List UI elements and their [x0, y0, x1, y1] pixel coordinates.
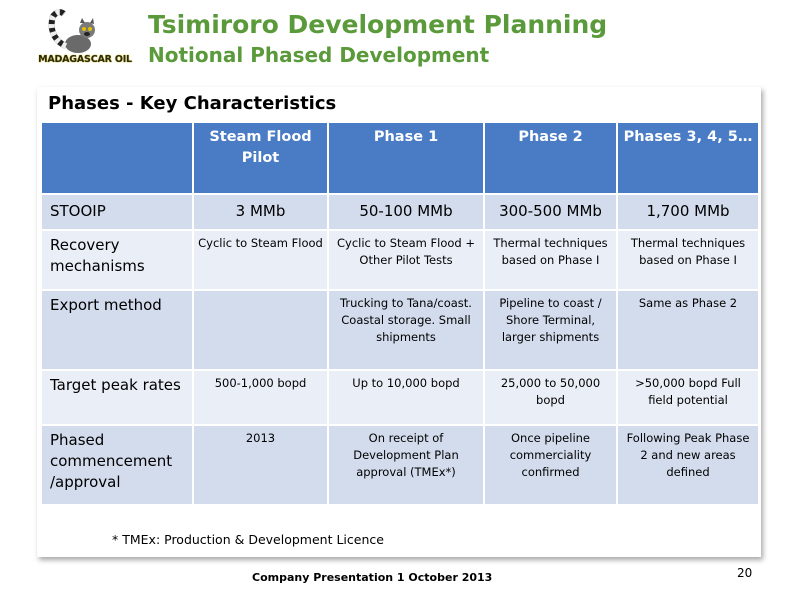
footer-text: Company Presentation 1 October 2013: [252, 571, 493, 584]
column-header: [41, 122, 193, 194]
table-cell: Trucking to Tana/coast. Coastal storage. Small shipments: [328, 290, 484, 370]
table-cell: 3 MMb: [193, 194, 328, 230]
row-label: Recovery mechanisms: [41, 230, 193, 290]
table-cell: Same as Phase 2: [617, 290, 759, 370]
table-cell: Thermal techniques based on Phase I: [617, 230, 759, 290]
page-subtitle: Notional Phased Development: [148, 43, 490, 67]
column-header: Phases 3, 4, 5…: [617, 122, 759, 194]
logo-text: MADAGASCAR OIL: [38, 54, 132, 65]
table-cell: Pipeline to coast / Shore Terminal, larger shipments: [484, 290, 617, 370]
table-row: [41, 230, 759, 290]
table-cell: Up to 10,000 bopd: [328, 370, 484, 425]
column-header: Phase 2: [484, 122, 617, 194]
row-label: Target peak rates: [41, 370, 193, 425]
row-label: Export method: [41, 290, 193, 370]
lemur-icon: [30, 8, 140, 58]
content-panel: [37, 87, 761, 557]
table-cell: 1,700 MMb: [617, 194, 759, 230]
row-label: Phased commencement /approval: [41, 425, 193, 505]
company-logo: [30, 8, 140, 70]
table-cell: 2013: [193, 425, 328, 505]
page-number: 20: [737, 566, 753, 580]
table-cell: 50-100 MMb: [328, 194, 484, 230]
table-cell: Following Peak Phase 2 and new areas defined: [617, 425, 759, 505]
table-row: [41, 425, 759, 505]
table-cell: 300-500 MMb: [484, 194, 617, 230]
table-cell: >50,000 bopd Full field potential: [617, 370, 759, 425]
table-cell: Thermal techniques based on Phase I: [484, 230, 617, 290]
row-label: STOOIP: [41, 194, 193, 230]
panel-title: Phases - Key Characteristics: [48, 93, 337, 114]
table-row: [41, 290, 759, 370]
table-cell: On receipt of Development Plan approval (TMEx*): [328, 425, 484, 505]
table-cell: [193, 290, 328, 370]
table-cell: 25,000 to 50,000 bopd: [484, 370, 617, 425]
table-header-row: [41, 122, 759, 194]
column-header: Phase 1: [328, 122, 484, 194]
table-cell: Once pipeline commerciality confirmed: [484, 425, 617, 505]
table-row: [41, 370, 759, 425]
table-cell: Cyclic to Steam Flood + Other Pilot Tests: [328, 230, 484, 290]
table-cell: 500-1,000 bopd: [193, 370, 328, 425]
page-title: Tsimiroro Development Planning: [148, 10, 608, 39]
footnote: * TMEx: Production & Development Licence: [112, 532, 384, 547]
table-row: [41, 194, 759, 230]
column-header: Steam Flood Pilot: [193, 122, 328, 194]
phases-table: [40, 121, 760, 506]
table-cell: Cyclic to Steam Flood: [193, 230, 328, 290]
